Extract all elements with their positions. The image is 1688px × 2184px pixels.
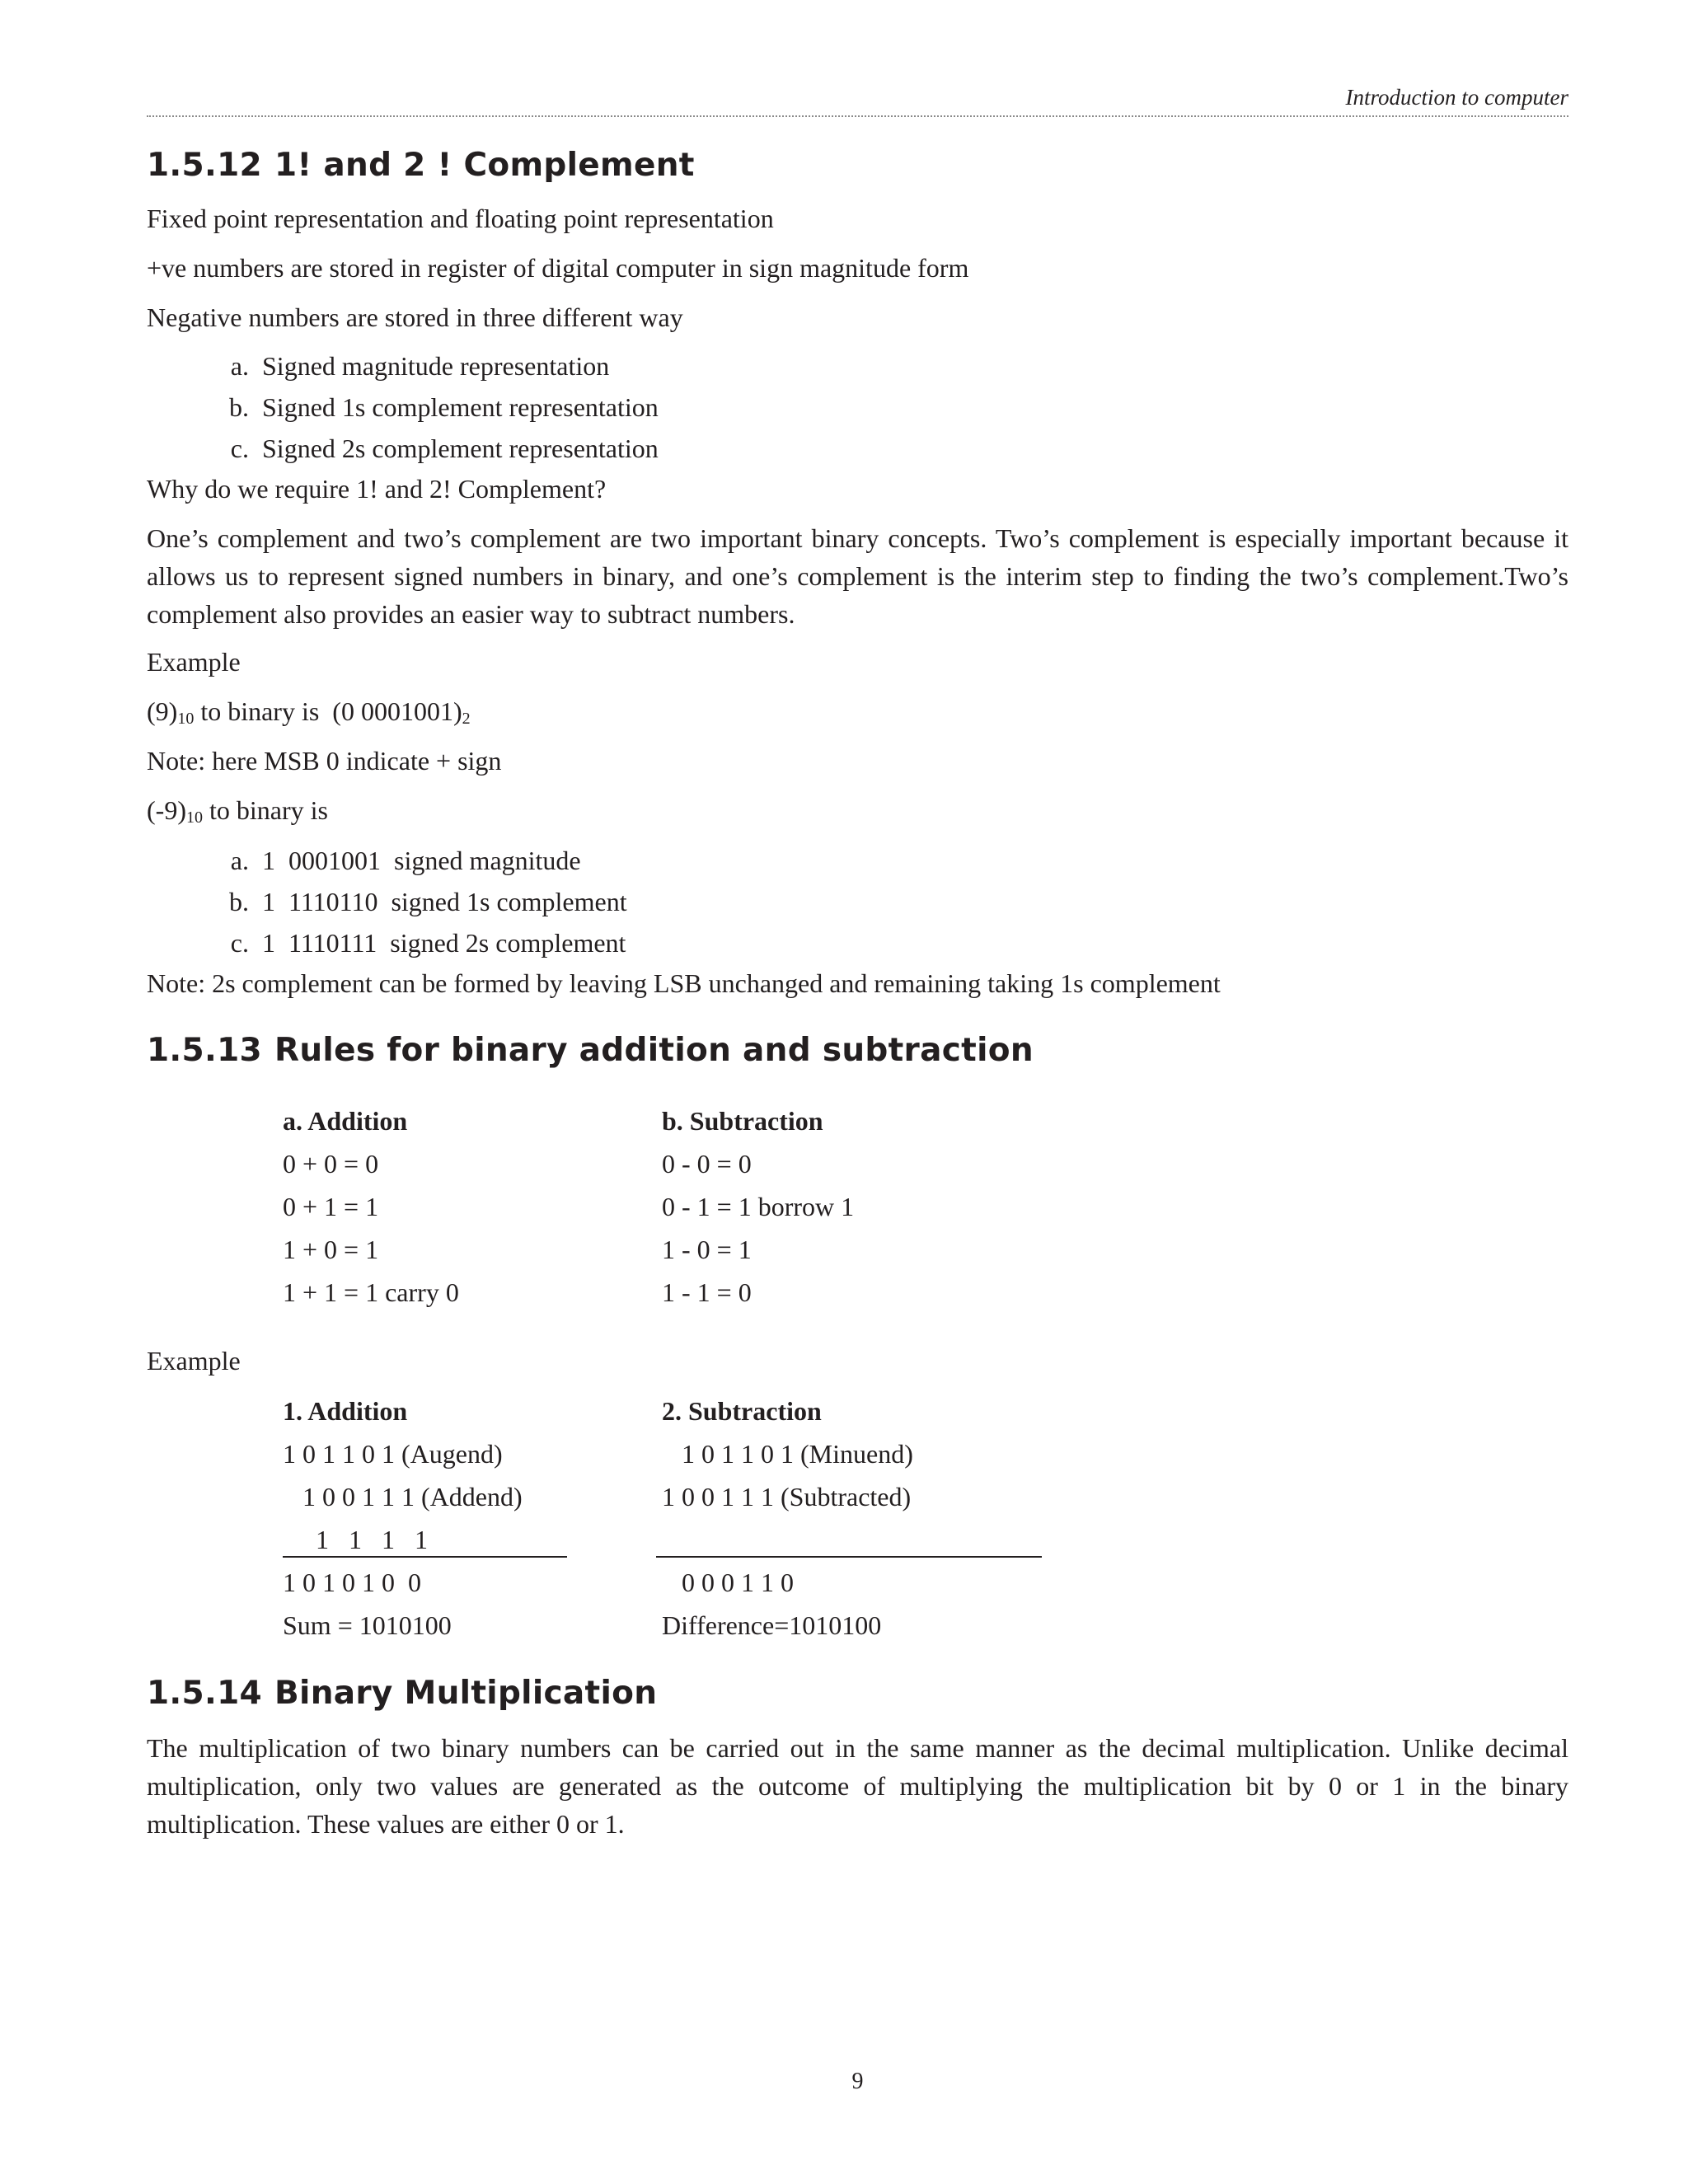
- example-text: to binary is (0 0001001): [194, 696, 462, 726]
- multiplication-paragraph: The multiplication of two binary numbers can be carried out in the same manner as the decimal multiplication. Unlike decimal multiplication, only two values are generated as the outcome of multiplying the multiplication bit by 0 or 1 in the binary multiplication. These values are either 0 or 1.: [147, 1733, 1568, 1839]
- subtraction-heading: b. Subtraction: [662, 1106, 823, 1136]
- addition-rule: 1 + 1 = 1 carry 0: [283, 1277, 459, 1307]
- list-item: [204, 351, 609, 382]
- list-marker: b.: [229, 392, 249, 422]
- example-text: to binary is: [202, 795, 328, 825]
- subtraction-result-rule: [656, 1556, 1042, 1558]
- list-text: Signed 2s complement representation: [262, 434, 659, 463]
- list-marker: a.: [230, 846, 249, 875]
- example-label: Example: [147, 1346, 241, 1376]
- complement-paragraph: One’s complement and two’s complement are two important binary concepts. Two’s complement is especially important because it allows us to represent signed numbers in binary, and one’s complement is the interim step to finding the two’s complement.Two’s complement also provides an easier way to subtract numbers.: [147, 523, 1568, 629]
- subscript: 10: [185, 808, 203, 827]
- addition-sum-rule: [283, 1556, 567, 1558]
- addition-rule: 1 + 0 = 1: [283, 1235, 379, 1264]
- section-heading-1-5-14: [147, 1675, 657, 1712]
- section-number: 1.5.12: [147, 147, 262, 184]
- example-subtraction-heading: 2. Subtraction: [662, 1396, 822, 1426]
- note-line: Note: 2s complement can be formed by leaving LSB unchanged and remaining taking 1s complement: [147, 968, 1221, 998]
- list-item: [204, 392, 659, 423]
- example-text: (-9): [147, 795, 186, 825]
- section-title: Binary Multiplication: [274, 1675, 658, 1712]
- example-label: Example: [147, 647, 241, 677]
- addition-result: 1 0 1 0 1 0 0: [283, 1568, 421, 1597]
- list-text: Signed 1s complement representation: [262, 392, 659, 422]
- page-number: 9: [851, 2069, 864, 2094]
- section-title: 1! and 2 ! Complement: [274, 147, 695, 184]
- paragraph-line: Fixed point representation and floating point representation: [147, 204, 774, 233]
- list-text: Signed magnitude representation: [262, 351, 610, 381]
- list-marker: c.: [230, 434, 249, 463]
- example-addition-heading: 1. Addition: [283, 1396, 408, 1426]
- paragraph-line: +ve numbers are stored in register of digital computer in sign magnitude form: [147, 253, 969, 283]
- section-heading-1-5-12: [147, 147, 695, 184]
- carry-line: 1 1 1 1: [283, 1525, 428, 1554]
- section-heading-1-5-13: [147, 1032, 1034, 1069]
- list-item: [204, 928, 626, 958]
- example-text: (9): [147, 696, 178, 726]
- list-text: 1 1110110 signed 1s complement: [262, 887, 627, 916]
- addition-rule: 0 + 0 = 0: [283, 1149, 379, 1179]
- addition-line: 1 0 1 1 0 1 (Augend): [283, 1439, 503, 1469]
- header-rule: [147, 115, 1568, 117]
- running-head: Introduction to computer: [1345, 85, 1568, 110]
- addition-rule: 0 + 1 = 1: [283, 1192, 379, 1221]
- subtraction-line: 1 0 1 1 0 1 (Minuend): [662, 1439, 913, 1469]
- subtraction-rule: 0 - 1 = 1 borrow 1: [662, 1192, 855, 1221]
- list-text: 1 1110111 signed 2s complement: [262, 928, 626, 958]
- example-line: [147, 692, 471, 734]
- paragraph-line: Negative numbers are stored in three different way: [147, 302, 683, 332]
- section-number: 1.5.14: [147, 1675, 262, 1712]
- subtraction-result: 0 0 0 1 1 0: [662, 1568, 794, 1597]
- note-line: Note: here MSB 0 indicate + sign: [147, 746, 502, 776]
- list-item: [204, 846, 581, 876]
- subtraction-line: 1 0 0 1 1 1 (Subtracted): [662, 1482, 912, 1511]
- list-item: [204, 434, 659, 464]
- list-item: [204, 887, 627, 917]
- subtraction-difference: Difference=1010100: [662, 1610, 882, 1640]
- list-marker: b.: [229, 887, 249, 916]
- question-line: Why do we require 1! and 2! Complement?: [147, 474, 607, 504]
- subscript: 10: [177, 710, 195, 728]
- subtraction-rule: 0 - 0 = 0: [662, 1149, 752, 1179]
- document-page: [147, 0, 1568, 2184]
- subtraction-rule: 1 - 0 = 1: [662, 1235, 752, 1264]
- list-marker: c.: [230, 928, 249, 958]
- section-title: Rules for binary addition and subtraction: [274, 1032, 1034, 1069]
- addition-sum: Sum = 1010100: [283, 1610, 452, 1640]
- section-number: 1.5.13: [147, 1032, 262, 1069]
- subtraction-rule: 1 - 1 = 0: [662, 1277, 752, 1307]
- subscript: 2: [462, 710, 471, 728]
- list-marker: a.: [230, 351, 249, 381]
- list-text: 1 0001001 signed magnitude: [262, 846, 581, 875]
- example-line: [147, 791, 328, 833]
- addition-line: 1 0 0 1 1 1 (Addend): [283, 1482, 523, 1511]
- addition-heading: a. Addition: [283, 1106, 408, 1136]
